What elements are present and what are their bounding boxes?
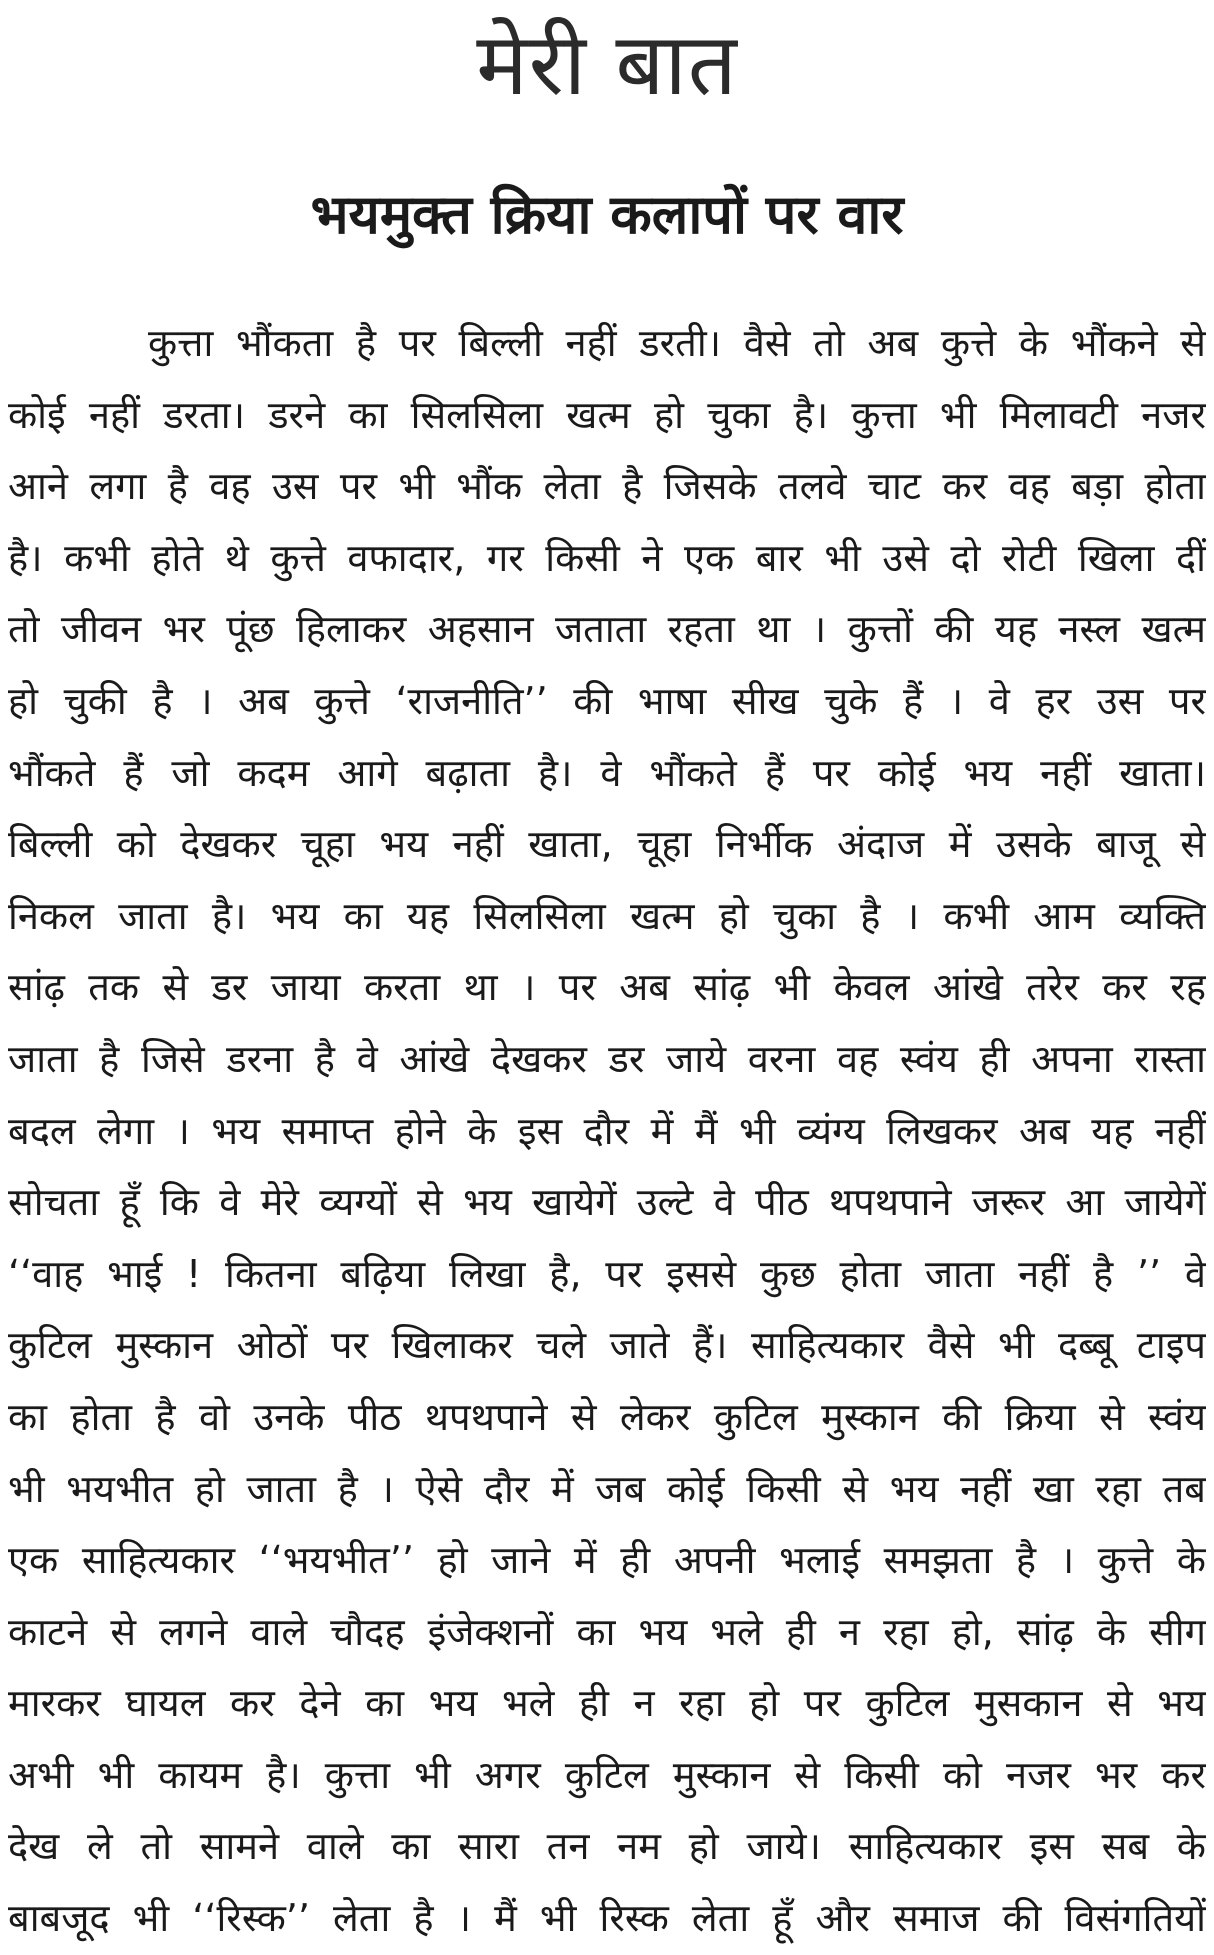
- text-line: जाता है जिसे डरना है वे आंखे देखकर डर जाये वरना वह स्वंय ही अपना रास्ता: [8, 1036, 1206, 1081]
- text-line: कुत्ता भौंकता है पर बिल्ली नहीं डरती। वैसे तो अब कुत्ते के भौंकने से: [148, 321, 1206, 365]
- text-line: देख ले तो सामने वाले का सारा तन नम हो जाये। साहित्यकार इस सब के: [8, 1824, 1206, 1869]
- text-line: हो चुकी है । अब कुत्ते ‘राजनीति’’ की भाषा सीख चुके हैं । वे हर उस पर: [8, 678, 1206, 723]
- text-line: कोई नहीं डरता। डरने का सिलसिला खत्म हो चुका है। कुत्ता भी मिलावटी नजर: [8, 392, 1206, 437]
- text-line: बदल लेगा । भय समाप्त होने के इस दौर में मैं भी व्यंग्य लिखकर अब यह नहीं: [8, 1108, 1206, 1153]
- article-heading: भयमुक्त क्रिया कलापों पर वार: [310, 183, 904, 246]
- page-title: मेरी बात: [476, 15, 738, 115]
- text-line: अभी भी कायम है। कुत्ता भी अगर कुटिल मुस्कान से किसी को नजर भर कर: [8, 1752, 1206, 1797]
- text-line: मारकर घायल कर देने का भय भले ही न रहा हो पर कुटिल मुसकान से भय: [8, 1681, 1206, 1726]
- text-line: बिल्ली को देखकर चूहा भय नहीं खाता, चूहा निर्भीक अंदाज में उसके बाजू से: [8, 822, 1206, 867]
- text-line: एक साहित्यकार ‘‘भयभीत’’ हो जाने में ही अपनी भलाई समझता है । कुत्ते के: [8, 1538, 1206, 1583]
- text-line: ‘‘वाह भाई ! कितना बढ़िया लिखा है, पर इससे कुछ होता जाता नहीं है ’’ वे: [8, 1251, 1206, 1296]
- text-line: तो जीवन भर पूंछ हिलाकर अहसान जताता रहता था । कुत्तों की यह नस्ल खत्म: [8, 607, 1206, 652]
- text-line: बाबजूद भी ‘‘रिस्क’’ लेता है । मैं भी रिस्क लेता हूँ और समाज की विसंगतियों: [8, 1896, 1206, 1941]
- article-body: [8, 308, 1206, 1955]
- text-line: कुटिल मुस्कान ओठों पर खिलाकर चले जाते हैं। साहित्यकार वैसे भी दब्बू टाइप: [8, 1323, 1206, 1368]
- text-line: आने लगा है वह उस पर भी भौंक लेता है जिसके तलवे चाट कर वह बड़ा होता: [8, 464, 1206, 509]
- text-line: सांढ़ तक से डर जाया करता था । पर अब सांढ़ भी केवल आंखे तरेर कर रह: [8, 965, 1206, 1010]
- text-line: का होता है वो उनके पीठ थपथपाने से लेकर कुटिल मुस्कान की क्रिया से स्वंय: [8, 1394, 1206, 1439]
- text-line: निकल जाता है। भय का यह सिलसिला खत्म हो चुका है । कभी आम व्यक्ति: [8, 893, 1206, 938]
- text-line: सोचता हूँ कि वे मेरे व्यग्यों से भय खायेगें उल्टे वे पीठ थपथपाने जरूर आ जायेगें: [8, 1180, 1206, 1225]
- text-line: है। कभी होते थे कुत्ते वफादार, गर किसी ने एक बार भी उसे दो रोटी खिला दीं: [8, 535, 1206, 580]
- text-line: भी भयभीत हो जाता है । ऐसे दौर में जब कोई किसी से भय नहीं खा रहा तब: [8, 1466, 1206, 1511]
- text-line: भौंकते हैं जो कदम आगे बढ़ाता है। वे भौंकते हैं पर कोई भय नहीं खाता।: [8, 750, 1206, 795]
- text-line: काटने से लगने वाले चौदह इंजेक्शनों का भय भले ही न रहा हो, सांढ़ के सीग: [8, 1609, 1206, 1654]
